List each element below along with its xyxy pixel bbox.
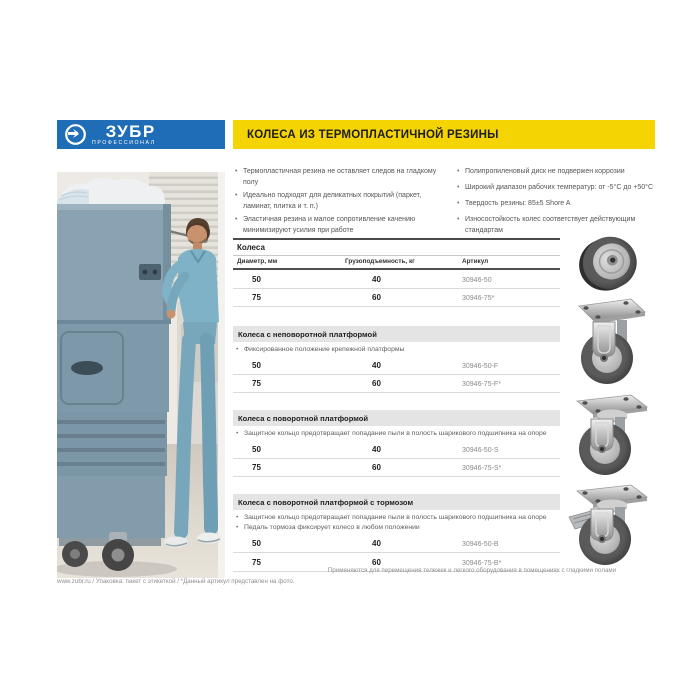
table-row: [233, 270, 560, 289]
page-header: [57, 120, 655, 149]
table-swivel-platform: [233, 410, 560, 477]
table-row: [233, 289, 560, 308]
cell-capacity: 40: [372, 274, 381, 284]
brand-tagline: ПРОФЕССИОНАЛ: [92, 140, 156, 147]
table-fixed-platform: [233, 326, 560, 393]
table-row: [233, 440, 560, 459]
column-header-capacity: Грузоподъемность, кг: [345, 258, 415, 265]
tables-and-images: [233, 238, 655, 573]
feature-item: • Термопластичная резина не оставляет следов на гладкому полу: [233, 167, 445, 188]
brake-caster-image: [565, 483, 653, 569]
column-header-diameter: Диаметр, мм: [237, 258, 278, 265]
usage-note: Применяются для перемещения тележек и легкого оборудования в помещениях с гладкими полами: [327, 567, 617, 574]
cell-capacity: 40: [372, 539, 381, 549]
note-item: • Защитное кольцо предотвращает попадание пыли в полость шарикового подшипника на опоре: [233, 513, 551, 523]
cell-sku: 30946-50: [462, 276, 492, 284]
zubr-emblem-icon: [64, 123, 87, 146]
cell-capacity: 60: [372, 557, 381, 567]
table-header-row: [233, 256, 560, 271]
spec-tables: [233, 238, 560, 572]
cell-capacity: 60: [372, 463, 381, 473]
table-title: Колеса с поворотной платформой с тормозом: [233, 494, 560, 510]
cell-diameter: 75: [252, 557, 261, 567]
table-title: Колеса: [233, 238, 560, 256]
brand-logo: [57, 120, 225, 149]
cell-sku: 30946-50-S: [462, 446, 499, 454]
swivel-caster-image: [565, 393, 653, 479]
cell-diameter: 50: [252, 444, 261, 454]
table-row: [233, 375, 560, 394]
table-title: Колеса с неповоротной платформой: [233, 326, 560, 342]
feature-item: • Износостойкость колес соответствует действующим стандартам: [455, 215, 655, 236]
cell-capacity: 60: [372, 379, 381, 389]
cell-sku: 30946-75-B*: [462, 559, 502, 567]
product-images-column: [560, 238, 655, 573]
table-row: [233, 356, 560, 375]
cell-diameter: 75: [252, 379, 261, 389]
feature-lists: [233, 165, 655, 242]
cell-sku: 30946-50-B: [462, 541, 499, 549]
cell-capacity: 60: [372, 293, 381, 302]
features-right: [455, 167, 655, 242]
feature-item: • Эластичная резина и малое сопротивление качению минимизируют усилия при работе: [233, 215, 445, 236]
cell-sku: 30946-75-S*: [462, 465, 502, 473]
table-notes: [233, 429, 560, 439]
cell-sku: 30946-75*: [462, 295, 495, 302]
table-title: Колеса с поворотной платформой: [233, 410, 560, 426]
features-left: [233, 167, 445, 242]
table-wheels: [233, 238, 560, 307]
cell-capacity: 40: [372, 360, 381, 370]
note-item: • Фиксированное положение крепежной платформы: [233, 345, 551, 355]
feature-item: • Полипропиленовый диск не подвержен коррозии: [455, 167, 655, 178]
feature-item: • Твердость резины: 85±5 Shore A: [455, 199, 655, 210]
cell-capacity: 40: [372, 444, 381, 454]
cell-diameter: 50: [252, 360, 261, 370]
table-swivel-brake: [233, 494, 560, 572]
cell-diameter: 75: [252, 293, 261, 302]
table-notes: [233, 345, 560, 355]
feature-item: • Широкий диапазон рабочих температур: от -5°С до +50°С: [455, 183, 655, 194]
cell-diameter: 50: [252, 274, 261, 284]
table-row: [233, 459, 560, 478]
page-title: КОЛЕСА ИЗ ТЕРМОПЛАСТИЧНОЙ РЕЗИНЫ: [233, 120, 655, 149]
wheel-image: [577, 233, 641, 295]
cell-sku: 30946-50-F: [462, 362, 499, 370]
table-row: [233, 535, 560, 554]
footer-info-line: www.zubr.ru / Упаковка: пакет с этикеткой / *Данный артикул представлен на фото.: [57, 578, 295, 585]
brand-text: [92, 123, 156, 147]
content-area: [233, 165, 655, 565]
feature-item: • Идеально подходят для деликатных покрытий (паркет, ламинат, плитка и т. п.): [233, 191, 445, 212]
product-photo: [57, 172, 225, 578]
column-header-sku: Артикул: [462, 258, 489, 265]
brand-name: ЗУБР: [105, 121, 156, 141]
cell-diameter: 75: [252, 463, 261, 473]
fixed-caster-image: [563, 296, 651, 388]
note-item: • Педаль тормоза фиксирует колесо в любом положении: [233, 523, 551, 533]
cell-diameter: 50: [252, 539, 261, 549]
note-item: • Защитное кольцо предотвращает попадание пыли в полость шарикового подшипника на опоре: [233, 429, 551, 439]
table-notes: [233, 513, 560, 533]
cell-sku: 30946-75-F*: [462, 381, 501, 389]
cart-scene-illustration: [57, 172, 225, 578]
